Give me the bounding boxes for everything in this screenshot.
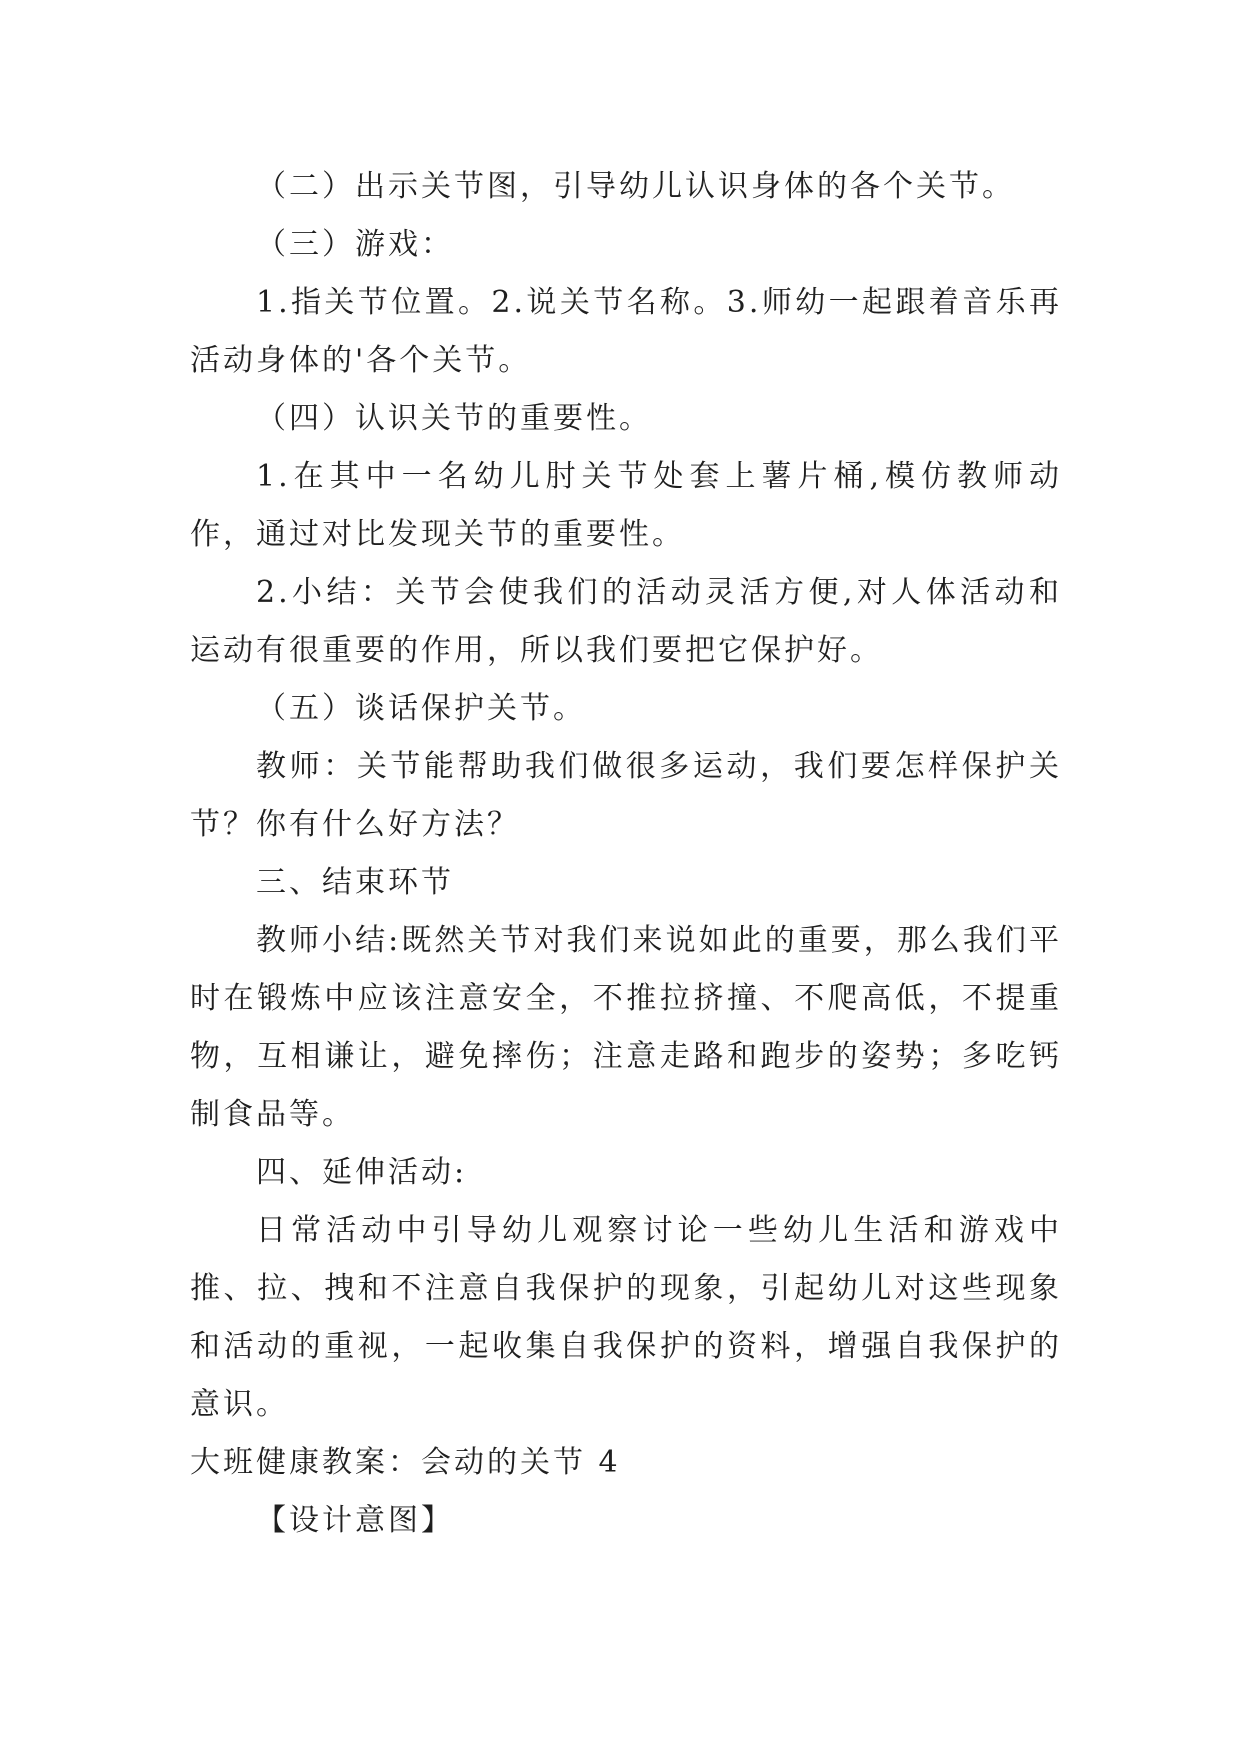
paragraph-protect-joints-heading: （五）谈话保护关节。 — [256, 691, 586, 726]
paragraph-teacher-question: 教师：关节能帮助我们做很多运动，我们要怎样保护关节？你有什么好方法？ — [190, 749, 1062, 842]
section-heading-design-intent: 【设计意图】 — [256, 1503, 454, 1538]
paragraph-show-joint-diagram: （二）出示关节图，引导幼儿认识身体的各个关节。 — [256, 169, 1015, 204]
paragraph-extension-activity: 日常活动中引导幼儿观察讨论一些幼儿生活和游戏中推、拉、拽和不注意自我保护的现象，引起幼儿对这些现象和活动的重视，一起收集自我保护的资料，增强自我保护的意识。 — [190, 1213, 1062, 1422]
paragraph-game-heading: （三）游戏： — [256, 227, 454, 262]
paragraph-joint-importance-heading: （四）认识关节的重要性。 — [256, 401, 652, 436]
paragraph-summary: 2.小结：关节会使我们的活动灵活方便,对人体活动和运动有很重要的作用，所以我们要把它保护好。 — [190, 575, 1062, 668]
document-body — [190, 158, 1062, 1550]
paragraph-teacher-summary: 教师小结:既然关节对我们来说如此的重要，那么我们平时在锻炼中应该注意安全，不推拉挤撞、不爬高低，不提重物，互相谦让，避免摔伤；注意走路和跑步的姿势；多吃钙制食品等。 — [190, 923, 1062, 1132]
section-heading-extension: 四、延伸活动: — [256, 1155, 468, 1190]
paragraph-game-steps: 1.指关节位置。2.说关节名称。3.师幼一起跟着音乐再活动身体的'各个关节。 — [190, 285, 1062, 378]
paragraph-chip-tube-activity: 1.在其中一名幼儿肘关节处套上薯片桶,模仿教师动作，通过对比发现关节的重要性。 — [190, 459, 1062, 552]
section-heading-conclusion: 三、结束环节 — [256, 865, 454, 900]
lesson-title: 大班健康教案：会动的关节 4 — [190, 1445, 621, 1480]
